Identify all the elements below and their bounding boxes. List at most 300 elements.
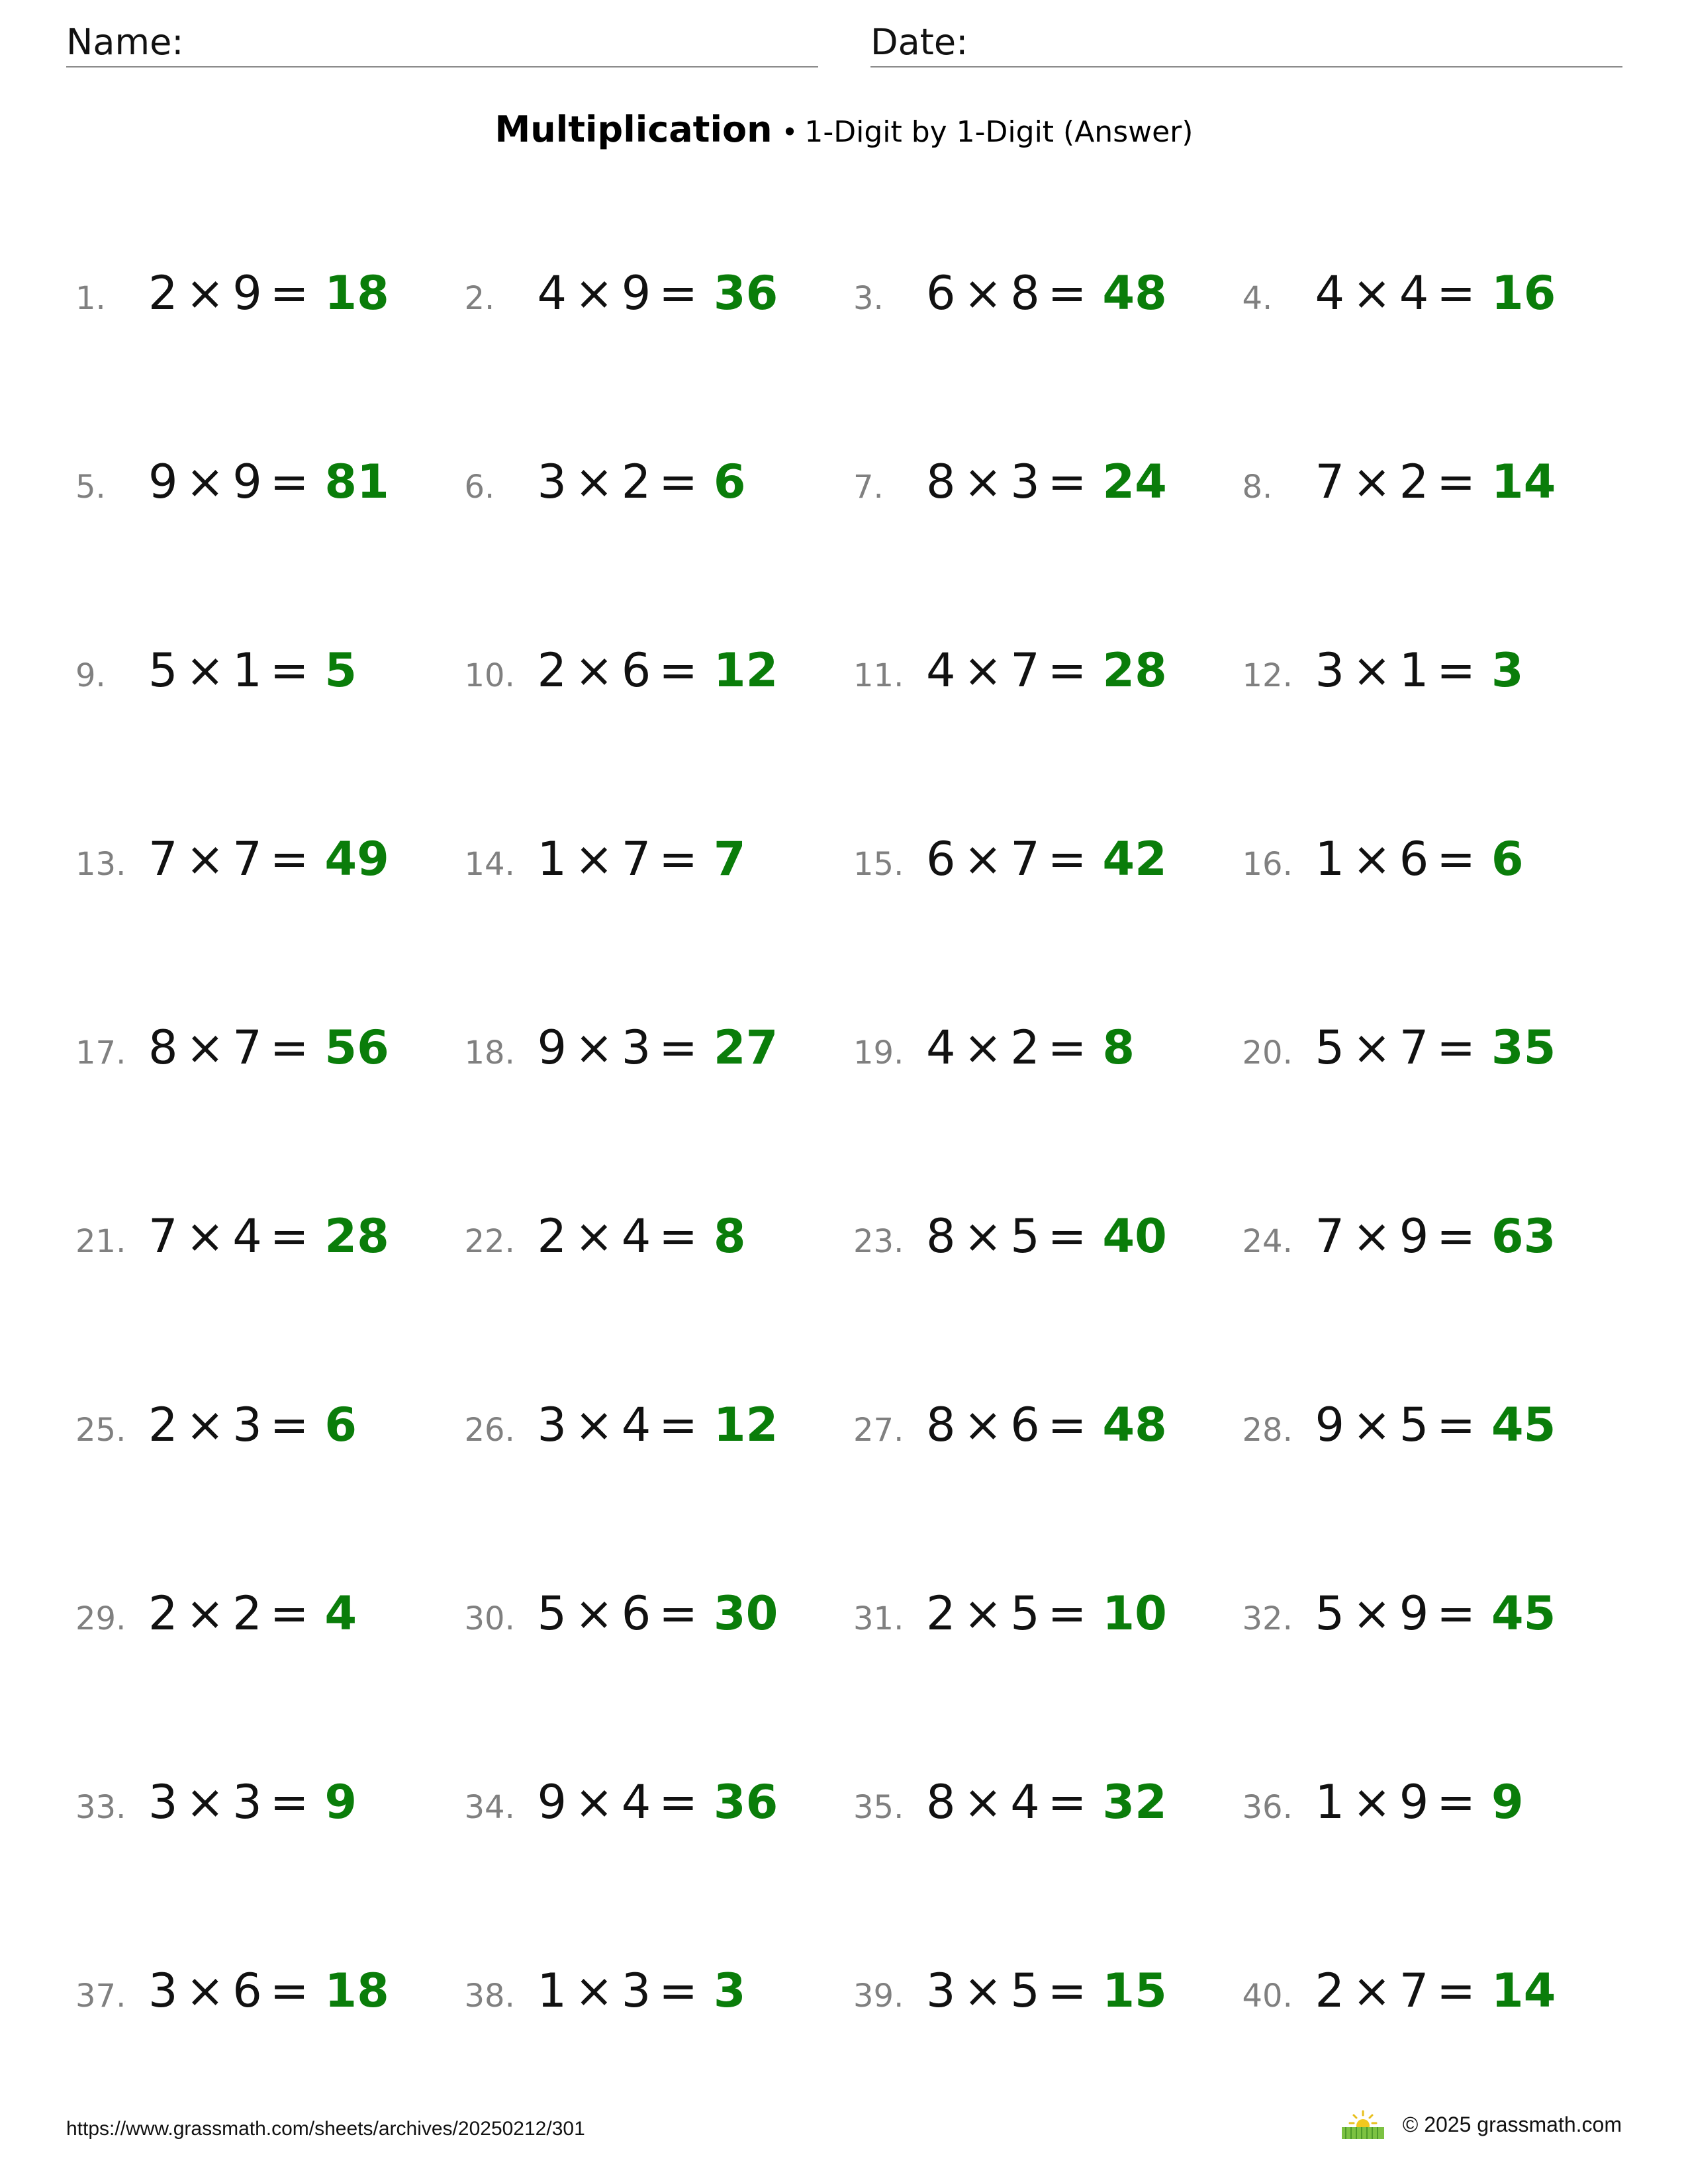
factor-a: 5 — [537, 1586, 567, 1641]
problem-number: 10. — [464, 657, 515, 694]
problem-number: 4. — [1242, 280, 1273, 317]
answer: 24 — [1102, 455, 1167, 509]
equals-sign: = — [659, 1586, 698, 1641]
times-sign: × — [1352, 1021, 1391, 1075]
equals-sign: = — [1047, 832, 1087, 886]
problem-row — [75, 248, 1631, 437]
factor-b: 3 — [232, 1398, 262, 1452]
problem-number: 15. — [853, 846, 904, 883]
factor-a: 1 — [1315, 832, 1345, 886]
times-sign: × — [575, 1209, 614, 1263]
problem-item — [75, 1191, 465, 1287]
problem-row — [75, 814, 1631, 1003]
factor-a: 9 — [148, 455, 178, 509]
problem-item — [465, 248, 854, 343]
problem-number: 39. — [853, 1978, 904, 2015]
problem-expression — [1315, 1946, 1483, 2036]
problem-number: 9. — [75, 657, 106, 694]
problem-item — [1243, 814, 1632, 909]
problem-number: 20. — [1242, 1034, 1293, 1071]
problem-expression — [148, 625, 316, 715]
times-sign: × — [185, 266, 225, 320]
factor-b: 7 — [232, 832, 262, 886]
problem-item — [75, 1003, 465, 1098]
problem-expression — [1315, 248, 1483, 338]
factor-a: 8 — [926, 1398, 956, 1452]
equals-sign: = — [1047, 1775, 1087, 1829]
factor-b: 1 — [232, 643, 262, 698]
problem-item — [465, 625, 854, 721]
equals-sign: = — [1436, 643, 1476, 698]
problem-expression — [1315, 1380, 1483, 1470]
problem-number: 7. — [853, 469, 884, 506]
factor-a: 5 — [1315, 1021, 1345, 1075]
problem-item — [853, 248, 1243, 343]
factor-b: 1 — [1399, 643, 1429, 698]
times-sign: × — [185, 1021, 225, 1075]
problem-item — [75, 1757, 465, 1852]
problem-item — [75, 1569, 465, 1664]
problem-number: 2. — [464, 280, 495, 317]
times-sign: × — [575, 1964, 614, 2018]
problem-item — [75, 437, 465, 532]
factor-a: 4 — [537, 266, 567, 320]
problem-number: 40. — [1242, 1978, 1293, 2015]
equals-sign: = — [269, 455, 309, 509]
problem-expression — [1315, 1569, 1483, 1659]
problem-row — [75, 1191, 1631, 1380]
problem-item — [465, 1757, 854, 1852]
problem-item — [1243, 437, 1632, 532]
factor-b: 3 — [232, 1775, 262, 1829]
factor-a: 4 — [1315, 266, 1345, 320]
equals-sign: = — [1436, 266, 1476, 320]
problem-number: 12. — [1242, 657, 1293, 694]
answer: 12 — [713, 643, 778, 698]
factor-a: 9 — [537, 1021, 567, 1075]
problem-expression — [538, 1380, 706, 1470]
problem-expression — [926, 1380, 1094, 1470]
times-sign: × — [185, 1964, 225, 2018]
factor-a: 3 — [537, 455, 567, 509]
problem-item — [853, 814, 1243, 909]
problem-number: 17. — [75, 1034, 126, 1071]
factor-a: 8 — [926, 455, 956, 509]
factor-a: 4 — [926, 1021, 956, 1075]
equals-sign: = — [1436, 1398, 1476, 1452]
problem-expression — [538, 1003, 706, 1093]
equals-sign: = — [269, 832, 309, 886]
problem-expression — [926, 625, 1094, 715]
problem-expression — [1315, 437, 1483, 527]
factor-b: 5 — [1010, 1209, 1040, 1263]
problem-number: 28. — [1242, 1412, 1293, 1449]
answer: 40 — [1102, 1209, 1167, 1263]
factor-a: 1 — [537, 1964, 567, 2018]
factor-a: 9 — [1315, 1398, 1345, 1452]
problem-item — [853, 1191, 1243, 1287]
factor-b: 9 — [1399, 1209, 1429, 1263]
answer: 12 — [713, 1398, 778, 1452]
problem-item — [1243, 1946, 1632, 2041]
answer: 14 — [1491, 455, 1556, 509]
problem-row — [75, 1946, 1631, 2134]
problem-number: 31. — [853, 1600, 904, 1637]
factor-b: 2 — [1010, 1021, 1040, 1075]
times-sign: × — [963, 455, 1003, 509]
factor-a: 3 — [926, 1964, 956, 2018]
answer: 81 — [324, 455, 389, 509]
problem-expression — [538, 1569, 706, 1659]
factor-a: 8 — [926, 1209, 956, 1263]
equals-sign: = — [659, 1775, 698, 1829]
factor-a: 5 — [1315, 1586, 1345, 1641]
equals-sign: = — [1047, 266, 1087, 320]
date-field — [870, 20, 1622, 68]
problem-expression — [1315, 1003, 1483, 1093]
problem-expression — [926, 248, 1094, 338]
factor-a: 7 — [148, 832, 178, 886]
footer-branding — [1340, 2110, 1622, 2139]
problem-number: 19. — [853, 1034, 904, 1071]
equals-sign: = — [1047, 1586, 1087, 1641]
problem-number: 18. — [464, 1034, 515, 1071]
problem-item — [465, 1380, 854, 1475]
factor-b: 7 — [1010, 832, 1040, 886]
equals-sign: = — [1047, 643, 1087, 698]
factor-a: 3 — [1315, 643, 1345, 698]
equals-sign: = — [1436, 832, 1476, 886]
equals-sign: = — [1436, 455, 1476, 509]
problem-item — [465, 1191, 854, 1287]
factor-a: 8 — [148, 1021, 178, 1075]
equals-sign: = — [1047, 1209, 1087, 1263]
factor-a: 3 — [537, 1398, 567, 1452]
problem-number: 37. — [75, 1978, 126, 2015]
answer: 7 — [713, 832, 746, 886]
times-sign: × — [963, 643, 1003, 698]
times-sign: × — [575, 455, 614, 509]
footer-url: https://www.grassmath.com/sheets/archives/20250212/301 — [66, 2118, 585, 2140]
equals-sign: = — [1436, 1586, 1476, 1641]
footer-copyright: © 2025 grassmath.com — [1402, 2112, 1622, 2136]
problem-item — [1243, 1569, 1632, 1664]
factor-a: 7 — [1315, 455, 1345, 509]
factor-b: 7 — [621, 832, 651, 886]
problem-number: 35. — [853, 1789, 904, 1826]
times-sign: × — [1352, 1964, 1391, 2018]
problem-expression — [148, 814, 316, 904]
problem-item — [1243, 1757, 1632, 1852]
equals-sign: = — [1047, 1398, 1087, 1452]
factor-a: 7 — [148, 1209, 178, 1263]
times-sign: × — [1352, 1586, 1391, 1641]
answer: 30 — [713, 1586, 778, 1641]
factor-b: 2 — [621, 455, 651, 509]
equals-sign: = — [269, 1021, 309, 1075]
problem-row — [75, 625, 1631, 814]
answer: 63 — [1491, 1209, 1556, 1263]
problem-number: 13. — [75, 846, 126, 883]
factor-b: 5 — [1399, 1398, 1429, 1452]
problem-expression — [148, 437, 316, 527]
factor-a: 2 — [148, 266, 178, 320]
problem-expression — [1315, 1191, 1483, 1281]
times-sign: × — [575, 832, 614, 886]
problem-expression — [538, 1191, 706, 1281]
factor-b: 7 — [232, 1021, 262, 1075]
factor-b: 4 — [621, 1209, 651, 1263]
answer: 49 — [324, 832, 389, 886]
problem-number: 32. — [1242, 1600, 1293, 1637]
problem-expression — [538, 1757, 706, 1847]
problem-row — [75, 1003, 1631, 1191]
times-sign: × — [1352, 1775, 1391, 1829]
factor-b: 5 — [1010, 1586, 1040, 1641]
times-sign: × — [185, 1398, 225, 1452]
problem-expression — [1315, 625, 1483, 715]
factor-a: 1 — [537, 832, 567, 886]
answer: 48 — [1102, 266, 1167, 320]
factor-b: 5 — [1010, 1964, 1040, 2018]
answer: 8 — [713, 1209, 746, 1263]
answer: 28 — [1102, 643, 1167, 698]
problem-expression — [148, 1757, 316, 1847]
equals-sign: = — [659, 266, 698, 320]
problem-item — [1243, 1003, 1632, 1098]
answer: 45 — [1491, 1398, 1556, 1452]
answer: 56 — [324, 1021, 389, 1075]
answer: 9 — [324, 1775, 357, 1829]
equals-sign: = — [269, 1209, 309, 1263]
equals-sign: = — [659, 1964, 698, 2018]
problem-item — [853, 1380, 1243, 1475]
times-sign: × — [575, 1775, 614, 1829]
equals-sign: = — [1436, 1209, 1476, 1263]
factor-b: 4 — [621, 1775, 651, 1829]
factor-b: 3 — [1010, 455, 1040, 509]
factor-b: 9 — [232, 455, 262, 509]
times-sign: × — [185, 832, 225, 886]
factor-a: 2 — [148, 1586, 178, 1641]
equals-sign: = — [1436, 1775, 1476, 1829]
factor-b: 7 — [1399, 1021, 1429, 1075]
factor-b: 4 — [1399, 266, 1429, 320]
answer: 48 — [1102, 1398, 1167, 1452]
factor-b: 3 — [621, 1021, 651, 1075]
problem-expression — [926, 814, 1094, 904]
problem-item — [1243, 625, 1632, 721]
answer: 35 — [1491, 1021, 1556, 1075]
times-sign: × — [963, 1209, 1003, 1263]
answer: 16 — [1491, 266, 1556, 320]
problem-row — [75, 1569, 1631, 1757]
problem-expression — [1315, 814, 1483, 904]
equals-sign: = — [659, 455, 698, 509]
equals-sign: = — [659, 643, 698, 698]
factor-a: 2 — [148, 1398, 178, 1452]
answer: 32 — [1102, 1775, 1167, 1829]
times-sign: × — [963, 832, 1003, 886]
answer: 27 — [713, 1021, 778, 1075]
factor-a: 6 — [926, 266, 956, 320]
problem-expression — [926, 437, 1094, 527]
problem-expression — [148, 1003, 316, 1093]
problem-expression — [148, 1569, 316, 1659]
answer: 3 — [1491, 643, 1524, 698]
times-sign: × — [575, 643, 614, 698]
problem-number: 1. — [75, 280, 106, 317]
problem-expression — [148, 248, 316, 338]
answer: 45 — [1491, 1586, 1556, 1641]
times-sign: × — [575, 1586, 614, 1641]
answer: 10 — [1102, 1586, 1167, 1641]
factor-b: 9 — [621, 266, 651, 320]
problem-item — [1243, 248, 1632, 343]
factor-b: 4 — [232, 1209, 262, 1263]
answer: 4 — [324, 1586, 357, 1641]
equals-sign: = — [1047, 1021, 1087, 1075]
problem-number: 27. — [853, 1412, 904, 1449]
equals-sign: = — [269, 1398, 309, 1452]
problem-item — [465, 437, 854, 532]
problem-number: 14. — [464, 846, 515, 883]
answer: 42 — [1102, 832, 1167, 886]
factor-b: 8 — [1010, 266, 1040, 320]
factor-b: 2 — [232, 1586, 262, 1641]
problem-number: 29. — [75, 1600, 126, 1637]
problem-item — [853, 1003, 1243, 1098]
problem-item — [465, 1946, 854, 2041]
factor-b: 6 — [232, 1964, 262, 2018]
equals-sign: = — [659, 1398, 698, 1452]
factor-a: 9 — [537, 1775, 567, 1829]
problem-expression — [926, 1946, 1094, 2036]
answer: 14 — [1491, 1964, 1556, 2018]
times-sign: × — [575, 1398, 614, 1452]
times-sign: × — [185, 643, 225, 698]
problem-item — [465, 1569, 854, 1664]
title-subtitle: 1-Digit by 1-Digit (Answer) — [804, 115, 1194, 149]
times-sign: × — [963, 1964, 1003, 2018]
times-sign: × — [575, 266, 614, 320]
factor-a: 5 — [148, 643, 178, 698]
problem-number: 38. — [464, 1978, 515, 2015]
problem-expression — [538, 437, 706, 527]
factor-b: 3 — [621, 1964, 651, 2018]
equals-sign: = — [1436, 1021, 1476, 1075]
answer: 3 — [713, 1964, 746, 2018]
factor-a: 4 — [926, 643, 956, 698]
factor-b: 9 — [1399, 1586, 1429, 1641]
times-sign: × — [963, 1586, 1003, 1641]
equals-sign: = — [269, 1586, 309, 1641]
name-field — [66, 20, 818, 68]
worksheet-title — [0, 106, 1688, 162]
problem-number: 8. — [1242, 469, 1273, 506]
problem-number: 23. — [853, 1223, 904, 1260]
problem-row — [75, 1757, 1631, 1946]
equals-sign: = — [1047, 455, 1087, 509]
problem-expression — [1315, 1757, 1483, 1847]
date-label: Date: — [870, 21, 968, 63]
factor-b: 7 — [1010, 643, 1040, 698]
answer: 15 — [1102, 1964, 1167, 2018]
answer: 36 — [713, 1775, 778, 1829]
equals-sign: = — [269, 1775, 309, 1829]
factor-a: 2 — [1315, 1964, 1345, 2018]
problem-number: 24. — [1242, 1223, 1293, 1260]
title-main: Multiplication — [494, 109, 773, 150]
times-sign: × — [1352, 643, 1391, 698]
problem-expression — [926, 1569, 1094, 1659]
times-sign: × — [185, 455, 225, 509]
equals-sign: = — [269, 266, 309, 320]
equals-sign: = — [1436, 1964, 1476, 2018]
answer: 18 — [324, 1964, 389, 2018]
problem-number: 16. — [1242, 846, 1293, 883]
times-sign: × — [1352, 832, 1391, 886]
title-separator: • — [781, 116, 798, 148]
problem-expression — [538, 1946, 706, 2036]
factor-a: 1 — [1315, 1775, 1345, 1829]
answer: 18 — [324, 266, 389, 320]
factor-b: 6 — [621, 643, 651, 698]
equals-sign: = — [659, 1021, 698, 1075]
problem-expression — [538, 814, 706, 904]
problem-item — [853, 437, 1243, 532]
times-sign: × — [185, 1209, 225, 1263]
factor-b: 6 — [621, 1586, 651, 1641]
times-sign: × — [185, 1586, 225, 1641]
problem-item — [465, 814, 854, 909]
problem-expression — [148, 1380, 316, 1470]
times-sign: × — [1352, 455, 1391, 509]
problem-row — [75, 1380, 1631, 1569]
factor-a: 3 — [148, 1964, 178, 2018]
factor-b: 2 — [1399, 455, 1429, 509]
problem-item — [75, 625, 465, 721]
answer: 6 — [1491, 832, 1524, 886]
times-sign: × — [1352, 266, 1391, 320]
problem-item — [75, 814, 465, 909]
problem-number: 3. — [853, 280, 884, 317]
problem-number: 21. — [75, 1223, 126, 1260]
equals-sign: = — [659, 1209, 698, 1263]
answer: 5 — [324, 643, 357, 698]
times-sign: × — [1352, 1398, 1391, 1452]
problem-number: 11. — [853, 657, 904, 694]
factor-b: 4 — [621, 1398, 651, 1452]
problem-number: 36. — [1242, 1789, 1293, 1826]
times-sign: × — [963, 1775, 1003, 1829]
factor-b: 6 — [1010, 1398, 1040, 1452]
problem-number: 25. — [75, 1412, 126, 1449]
problem-expression — [148, 1191, 316, 1281]
factor-b: 9 — [1399, 1775, 1429, 1829]
problem-expression — [538, 625, 706, 715]
times-sign: × — [185, 1775, 225, 1829]
problem-item — [853, 1757, 1243, 1852]
problem-item — [75, 1946, 465, 2041]
grass-sun-logo-icon — [1340, 2110, 1385, 2139]
factor-a: 2 — [537, 1209, 567, 1263]
problem-number: 33. — [75, 1789, 126, 1826]
equals-sign: = — [269, 1964, 309, 2018]
problem-item — [1243, 1380, 1632, 1475]
problem-item — [1243, 1191, 1632, 1287]
factor-a: 2 — [537, 643, 567, 698]
